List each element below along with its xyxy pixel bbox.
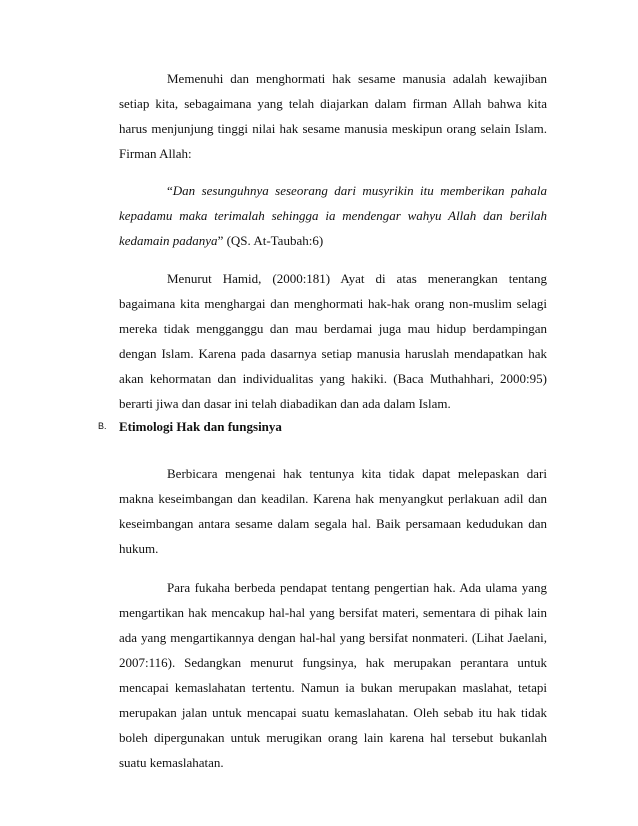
paragraph-intro: Memenuhi dan menghormati hak sesame manusia adalah kewajiban setiap kita, sebagaimana yang telah diajarkan dalam firman Allah bahwa kita harus menjunjung tinggi nilai hak sesame manusia meskipun orang selain Islam. Firman Allah:: [119, 71, 547, 161]
section-letter: B.: [98, 421, 107, 431]
paragraph-hamid: Menurut Hamid, (2000:181) Ayat di atas menerangkan tentang bagaimana kita menghargai dan menghormati hak-hak orang non-muslim selagi mereka tidak mengganggu dan mau berdamai juga mau hidup berdampingan dengan Islam. Karena pada dasarnya setiap manusia haruslah mendapatkan hak akan kehormatan dan individualitas yang hakiki. (Baca Muthahhari, 2000:95) berarti jiwa dan dasar ini telah diabadikan dan ada dalam Islam.: [119, 271, 547, 411]
quote-citation: ” (QS. At-Taubah:6): [217, 233, 324, 248]
quote-open-mark: “: [167, 183, 173, 198]
section-title: Etimologi Hak dan fungsinya: [119, 419, 282, 434]
paragraph-fukaha: Para fukaha berbeda pendapat tentang pengertian hak. Ada ulama yang mengartikan hak mencakup hal-hal yang bersifat materi, sementara di pihak lain ada yang mengartikannya dengan hal-hal yang bersifat nonmateri. (Lihat Jaelani, 2007:116). Sedangkan menurut fungsinya, hak merupakan perantara untuk mencapai kemaslahatan tertentu. Namun ia bukan merupakan maslahat, tetapi merupakan jalan untuk mencapai suatu kemaslahatan. Oleh sebab itu hak tidak boleh dipergunakan untuk merugikan orang lain karena hal tersebut bukanlah suatu kemaslahatan.: [119, 580, 547, 770]
paragraph-keseimbangan: Berbicara mengenai hak tentunya kita tidak dapat melepaskan dari makna keseimbangan dan keadilan. Karena hak menyangkut perlakuan adil dan keseimbangan antara sesame dalam segala hal. Baik persamaan kedudukan dan hukum.: [119, 466, 547, 556]
paragraph-quote: [119, 178, 547, 253]
section-heading: [0, 414, 638, 439]
quote-text: Dan sesunguhnya seseorang dari musyrikin itu memberikan pahala kepadamu maka terimalah sehingga ia mendengar wahyu Allah dan berilah kedamain padanya: [119, 183, 547, 248]
